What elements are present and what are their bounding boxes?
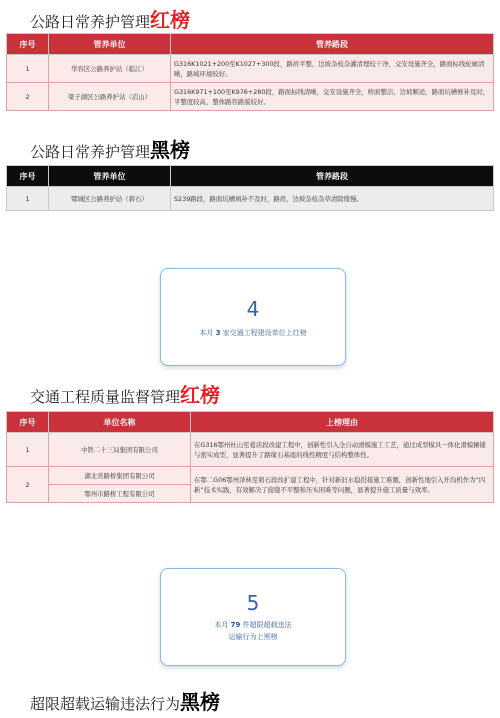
row-no: 1	[7, 433, 49, 467]
card-caption-prefix: 本月	[199, 329, 214, 337]
section2-title	[30, 136, 190, 164]
section1-title	[30, 6, 190, 34]
section4-title-prefix: 超限超载运输违法行为	[30, 695, 181, 713]
row-route: S239路段，路面坑槽填补不及时，路肩、边坡杂枝杂草清除缓慢。	[171, 187, 494, 211]
row-no: 2	[7, 467, 49, 503]
table-row	[7, 55, 494, 83]
col-header-unit: 管养单位	[49, 34, 171, 55]
col-header-no: 序号	[7, 166, 49, 187]
card-caption-suffix: 家交通工程建设单位上红榜	[222, 329, 307, 337]
row-unit: 鄂州市路桥工程有限公司	[49, 485, 191, 503]
card-number: 5	[246, 591, 260, 615]
row-unit: 中铁二十三局集团有限公司	[49, 433, 191, 467]
section4-title-highlight: 黑榜	[180, 690, 221, 714]
section3-title	[30, 381, 220, 409]
row-reason: 在G316鄂州杜山至葛店段改建工程中，创新性引入全自动滑模施工工艺，通过成型模具一体化滑模摊铺与密实成型，显著提升了路缘石基座的线性精度与结构整体性。	[191, 433, 494, 467]
col-header-unit: 管养单位	[49, 166, 171, 187]
table-header-row	[7, 34, 494, 55]
col-header-no: 序号	[7, 34, 49, 55]
card-caption-suffix: 件超限超载违法	[242, 621, 292, 629]
table-header-row	[7, 166, 494, 187]
table-row	[7, 467, 494, 485]
row-no: 1	[7, 55, 49, 83]
section1-table	[6, 33, 494, 111]
col-header-route: 管养路段	[171, 34, 494, 55]
row-unit: 湖北省路桥集团有限公司	[49, 467, 191, 485]
row-no: 1	[7, 187, 49, 211]
row-no: 2	[7, 83, 49, 111]
section1-title-highlight: 红榜	[150, 8, 191, 32]
card-caption	[161, 619, 345, 643]
card-caption-prefix: 本月	[214, 621, 229, 629]
table-header-row	[7, 412, 494, 433]
section2-title-highlight: 黑榜	[150, 138, 191, 162]
section2-table	[6, 165, 494, 211]
card-caption-count: 79	[230, 621, 241, 629]
col-header-reason: 上榜理由	[191, 412, 494, 433]
col-header-no: 序号	[7, 412, 49, 433]
row-reason: 在鄂二G06鄂州泽林至碧石段改扩建工程中，针对新旧水稳搭接施工难题，创新性地引入开沟机作为“四新”技术实践，有效解决了接缝不平整和压实困难等问题，显著提升施工质量与效率。	[191, 467, 494, 503]
card-caption-line2: 运输行为上黑榜	[228, 633, 278, 641]
row-route: G316K1021+200至K1027+300段，路肩平整，边坡杂枝杂灌清理较干净，交安设施齐全，路面标线轮廓清晰，路域环境较好。	[171, 55, 494, 83]
row-unit: 鄂城区公路养护站（碧石）	[49, 187, 171, 211]
section3-title-prefix: 交通工程质量监督管理	[30, 388, 181, 406]
card-caption-count: 3	[215, 329, 221, 337]
section4-title	[30, 688, 220, 716]
table-row	[7, 433, 494, 467]
card-number: 4	[246, 297, 260, 321]
col-header-route: 管养路段	[171, 166, 494, 187]
card-caption	[161, 327, 345, 339]
section3-table	[6, 411, 494, 503]
section1-title-prefix: 公路日常养护管理	[30, 13, 151, 31]
section3-title-highlight: 红榜	[180, 383, 221, 407]
section2-title-prefix: 公路日常养护管理	[30, 143, 151, 161]
row-route: G316K971+100至K976+280段，路面标线清晰，交安设施齐全，桥面整洁，边坡顺适，路面坑槽修补及时，平整度较高，整体路容路貌较好。	[171, 83, 494, 111]
row-unit: 梁子湖区公路养护站（沼山）	[49, 83, 171, 111]
summary-card-red-list	[160, 268, 346, 366]
summary-card-black-list	[160, 568, 346, 666]
table-row	[7, 187, 494, 211]
row-unit: 华容区公路养护站（临江）	[49, 55, 171, 83]
card-caption-line1	[161, 619, 345, 631]
col-header-unit-name: 单位名称	[49, 412, 191, 433]
table-row	[7, 83, 494, 111]
